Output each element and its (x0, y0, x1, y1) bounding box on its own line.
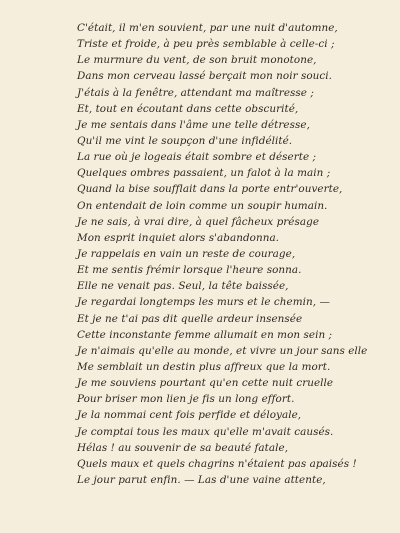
verse-line: Triste et froide, à peu près semblable à celle-ci ; (77, 38, 335, 51)
poem-text (77, 20, 395, 488)
verse-line: Cette inconstante femme allumait en mon sein ; (77, 328, 333, 341)
verse-line: Je rappelais en vain un reste de courage, (77, 247, 296, 260)
verse-line: Quels maux et quels chagrins n'étaient pas apaisés ! (77, 457, 357, 470)
verse-line: Je n'aimais qu'elle au monde, et vivre un jour sans elle (77, 344, 368, 357)
verse-line: Je me sentais dans l'âme une telle détresse, (77, 118, 310, 131)
verse-line: Je la nommai cent fois perfide et déloyale, (77, 409, 302, 422)
verse-line: Dans mon cerveau lassé berçait mon noir souci. (77, 70, 332, 83)
verse-line: Je me souviens pourtant qu'en cette nuit cruelle (77, 377, 334, 390)
verse-line: Je regardai longtemps les murs et le chemin, — (77, 296, 330, 309)
verse-line: Elle ne venait pas. Seul, la tête baissée, (77, 280, 289, 293)
verse-line: Et je ne t'ai pas dit quelle ardeur insensée (77, 312, 303, 325)
verse-line: Le jour parut enfin. — Las d'une vaine attente, (77, 473, 326, 486)
verse-line: Quelques ombres passaient, un falot à la main ; (77, 167, 331, 180)
verse-line: Et, tout en écoutant dans cette obscurité, (77, 102, 299, 115)
verse-line: Et me sentis frémir lorsque l'heure sonna. (77, 264, 302, 277)
verse-line: Me semblait un destin plus affreux que la mort. (77, 360, 331, 373)
verse-line: Qu'il me vint le soupçon d'une infidélité. (77, 134, 293, 147)
verse-line: J'étais à la fenêtre, attendant ma maîtresse ; (77, 86, 314, 99)
verse-line: Hélas ! au souvenir de sa beauté fatale, (77, 441, 289, 454)
verse-line: Mon esprit inquiet alors s'abandonna. (77, 231, 280, 244)
verse-line: Je ne sais, à vrai dire, à quel fâcheux présage (77, 215, 320, 228)
verse-line: Quand la bise soufflait dans la porte entr'ouverte, (77, 183, 343, 196)
verse-line: On entendait de loin comme un soupir humain. (77, 199, 328, 212)
verse-line: C'était, il m'en souvient, par une nuit d'automne, (77, 22, 338, 34)
verse-line: Je comptai tous les maux qu'elle m'avait causés. (77, 425, 334, 438)
verse-line: Pour briser mon lien je fis un long effort. (77, 393, 295, 406)
verse-line: Le murmure du vent, de son bruit monotone, (77, 54, 317, 67)
verse-line: La rue où je logeais était sombre et déserte ; (77, 151, 317, 164)
